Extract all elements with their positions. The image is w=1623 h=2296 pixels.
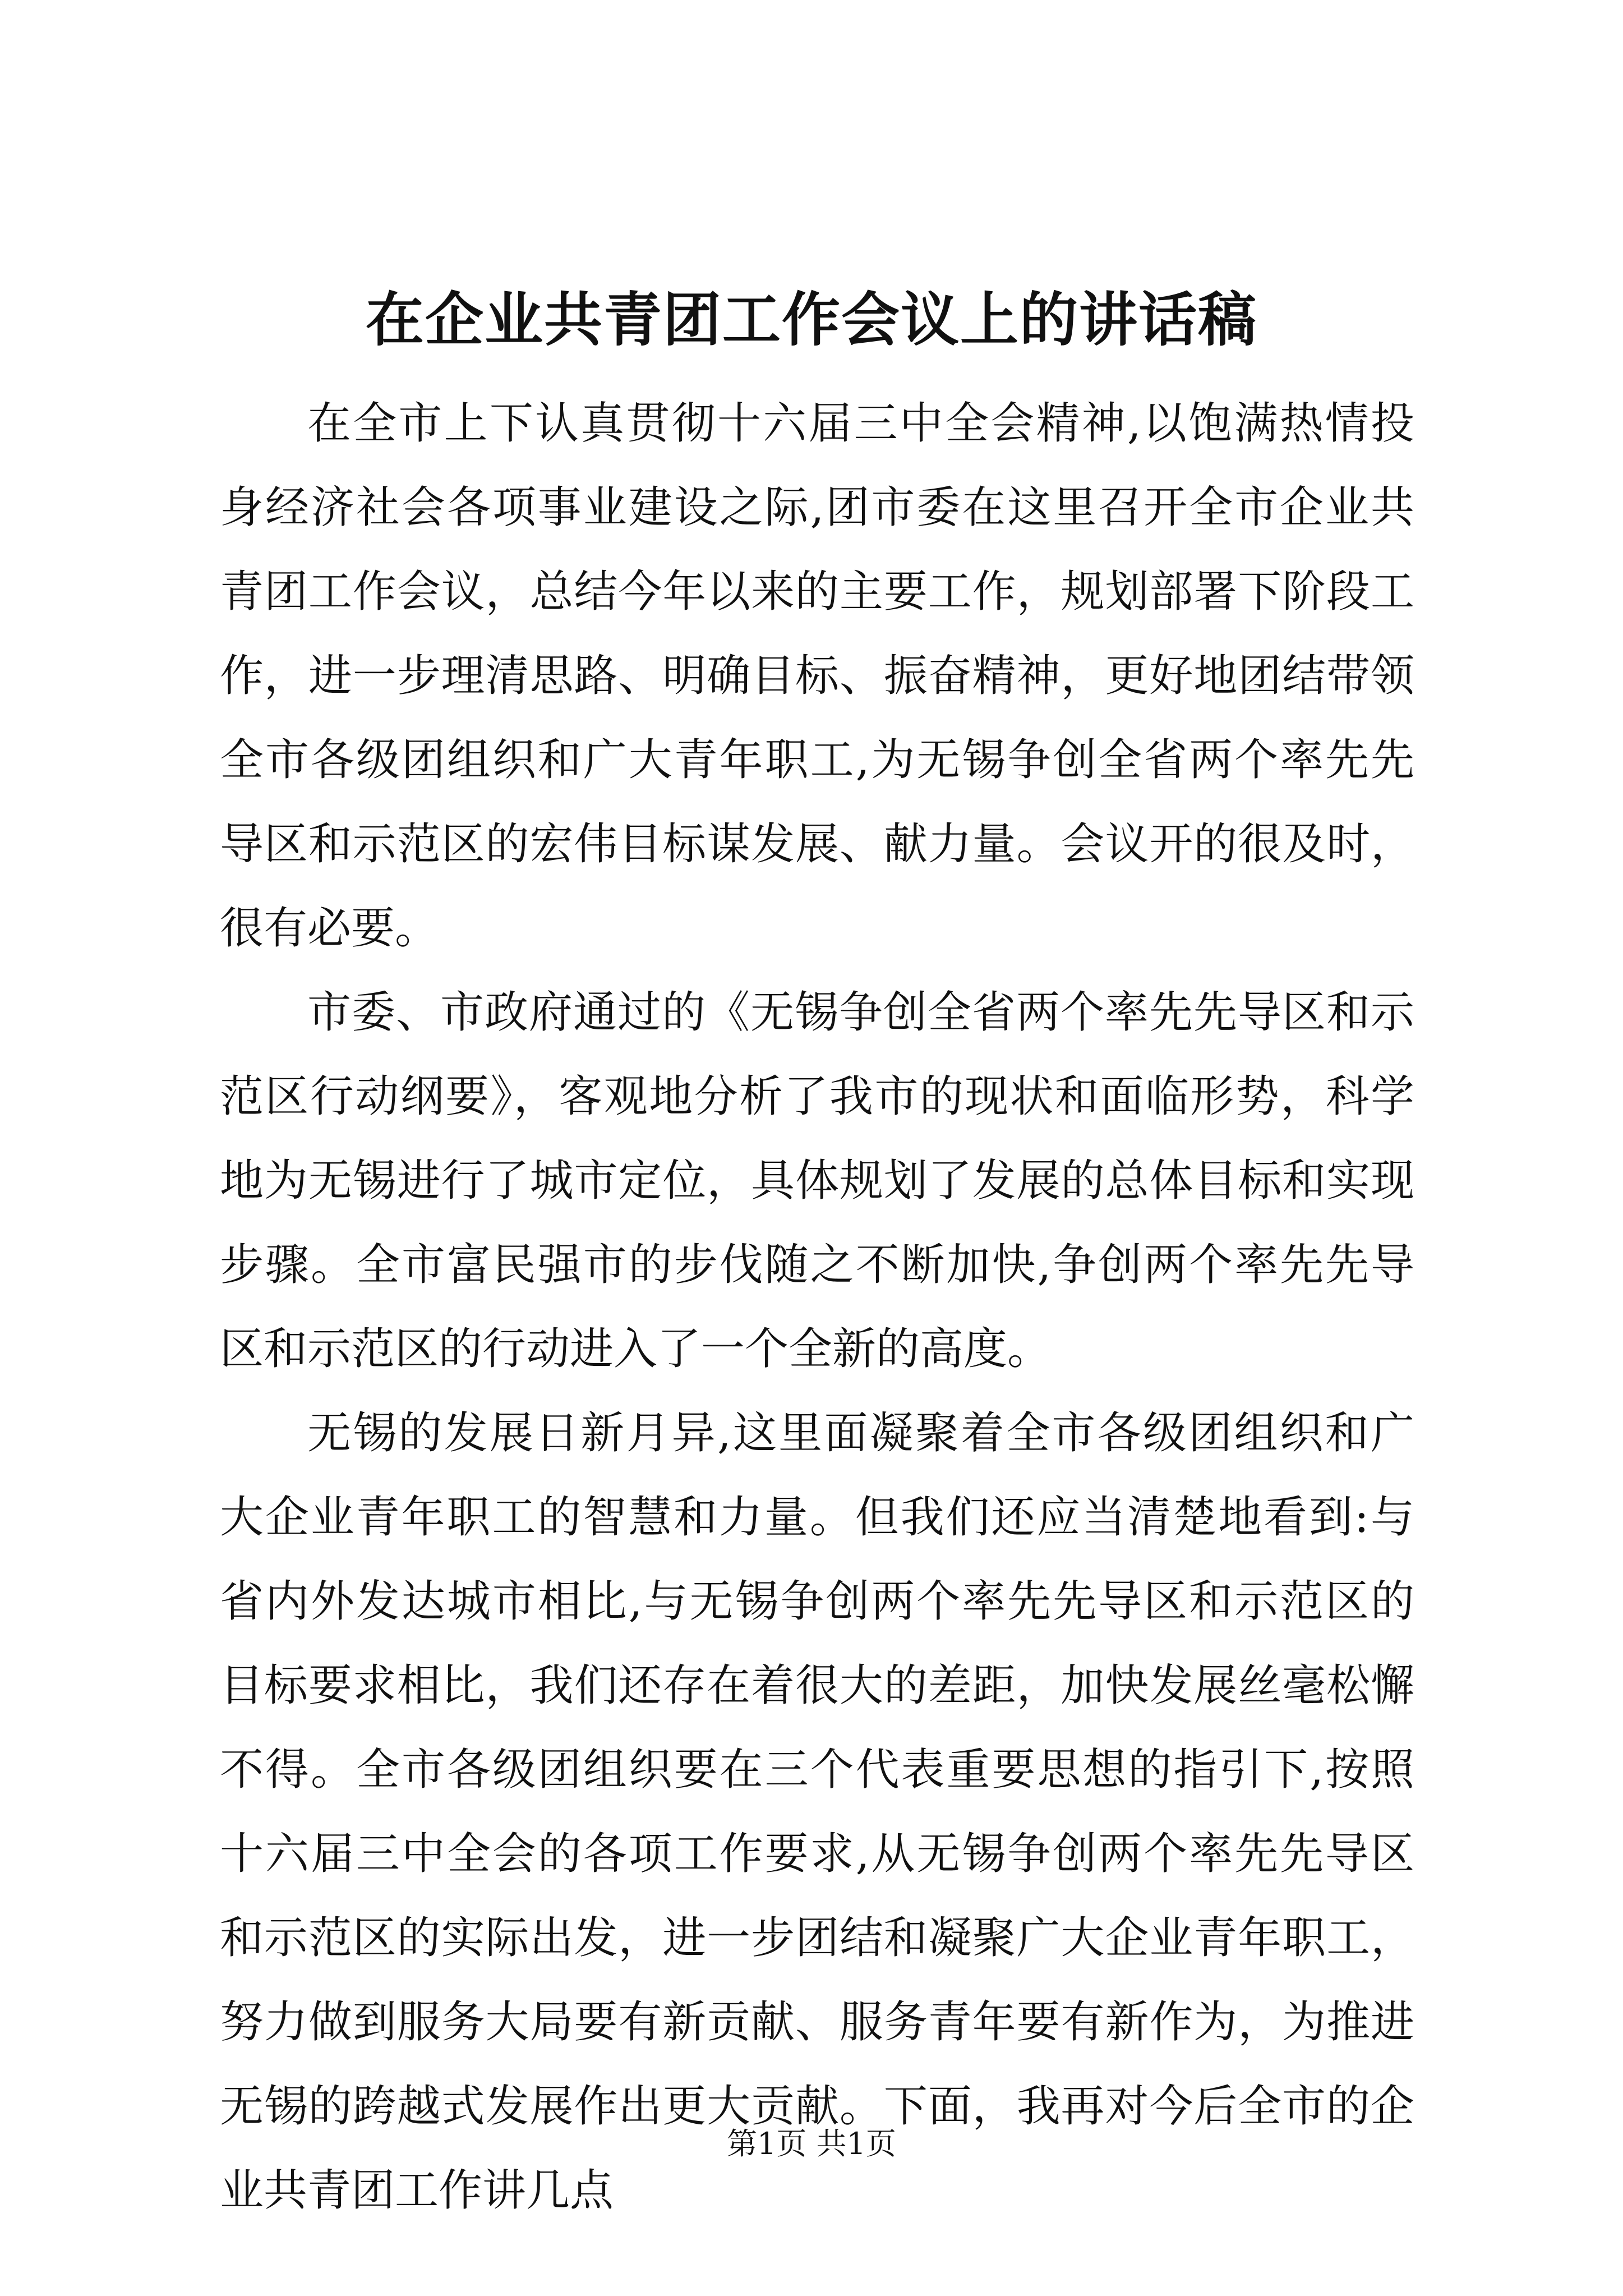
paragraph-1: 在全市上下认真贯彻十六届三中全会精神,以饱满热情投身经济社会各项事业建设之际,团市委在这里召开全市企业共青团工作会议，总结今年以来的主要工作，规划部署下阶段工作，进一步理清思路、明确目标、振奋精神，更好地团结带领全市各级团组织和广大青年职工,为无锡争创全省两个率先先导区和示范区的宏伟目标谋发展、献力量。会议开的很及时，很有必要。	[220, 398, 1414, 954]
paragraph-3: 无锡的发展日新月异,这里面凝聚着全市各级团组织和广大企业青年职工的智慧和力量。但我们还应当清楚地看到:与省内外发达城市相比,与无锡争创两个率先先导区和示范区的目标要求相比，我们还存在着很大的差距，加快发展丝毫松懈不得。全市各级团组织要在三个代表重要思想的指引下,按照十六届三中全会的各项工作要求,从无锡争创两个率先先导区和示范区的实际出发，进一步团结和凝聚广大企业青年职工，努力做到服务大局要有新贡献、服务青年要有新作为，为推进无锡的跨越式发展作出更大贡献。下面，我再对今后全市的企业共青团工作讲几点	[220, 1408, 1414, 2216]
page-number-indicator: 第1页 共1页	[727, 2126, 896, 2161]
document-body	[220, 381, 1414, 2233]
paragraph-2: 市委、市政府通过的《无锡争创全省两个率先先导区和示范区行动纲要》，客观地分析了我市的现状和面临形势，科学地为无锡进行了城市定位，具体规划了发展的总体目标和实现步骤。全市富民强市的步伐随之不断加快,争创两个率先先导区和示范区的行动进入了一个全新的高度。	[220, 987, 1414, 1374]
document-title: 在企业共青团工作会议上的讲话稿	[365, 285, 1257, 354]
page-footer	[0, 2122, 1623, 2166]
